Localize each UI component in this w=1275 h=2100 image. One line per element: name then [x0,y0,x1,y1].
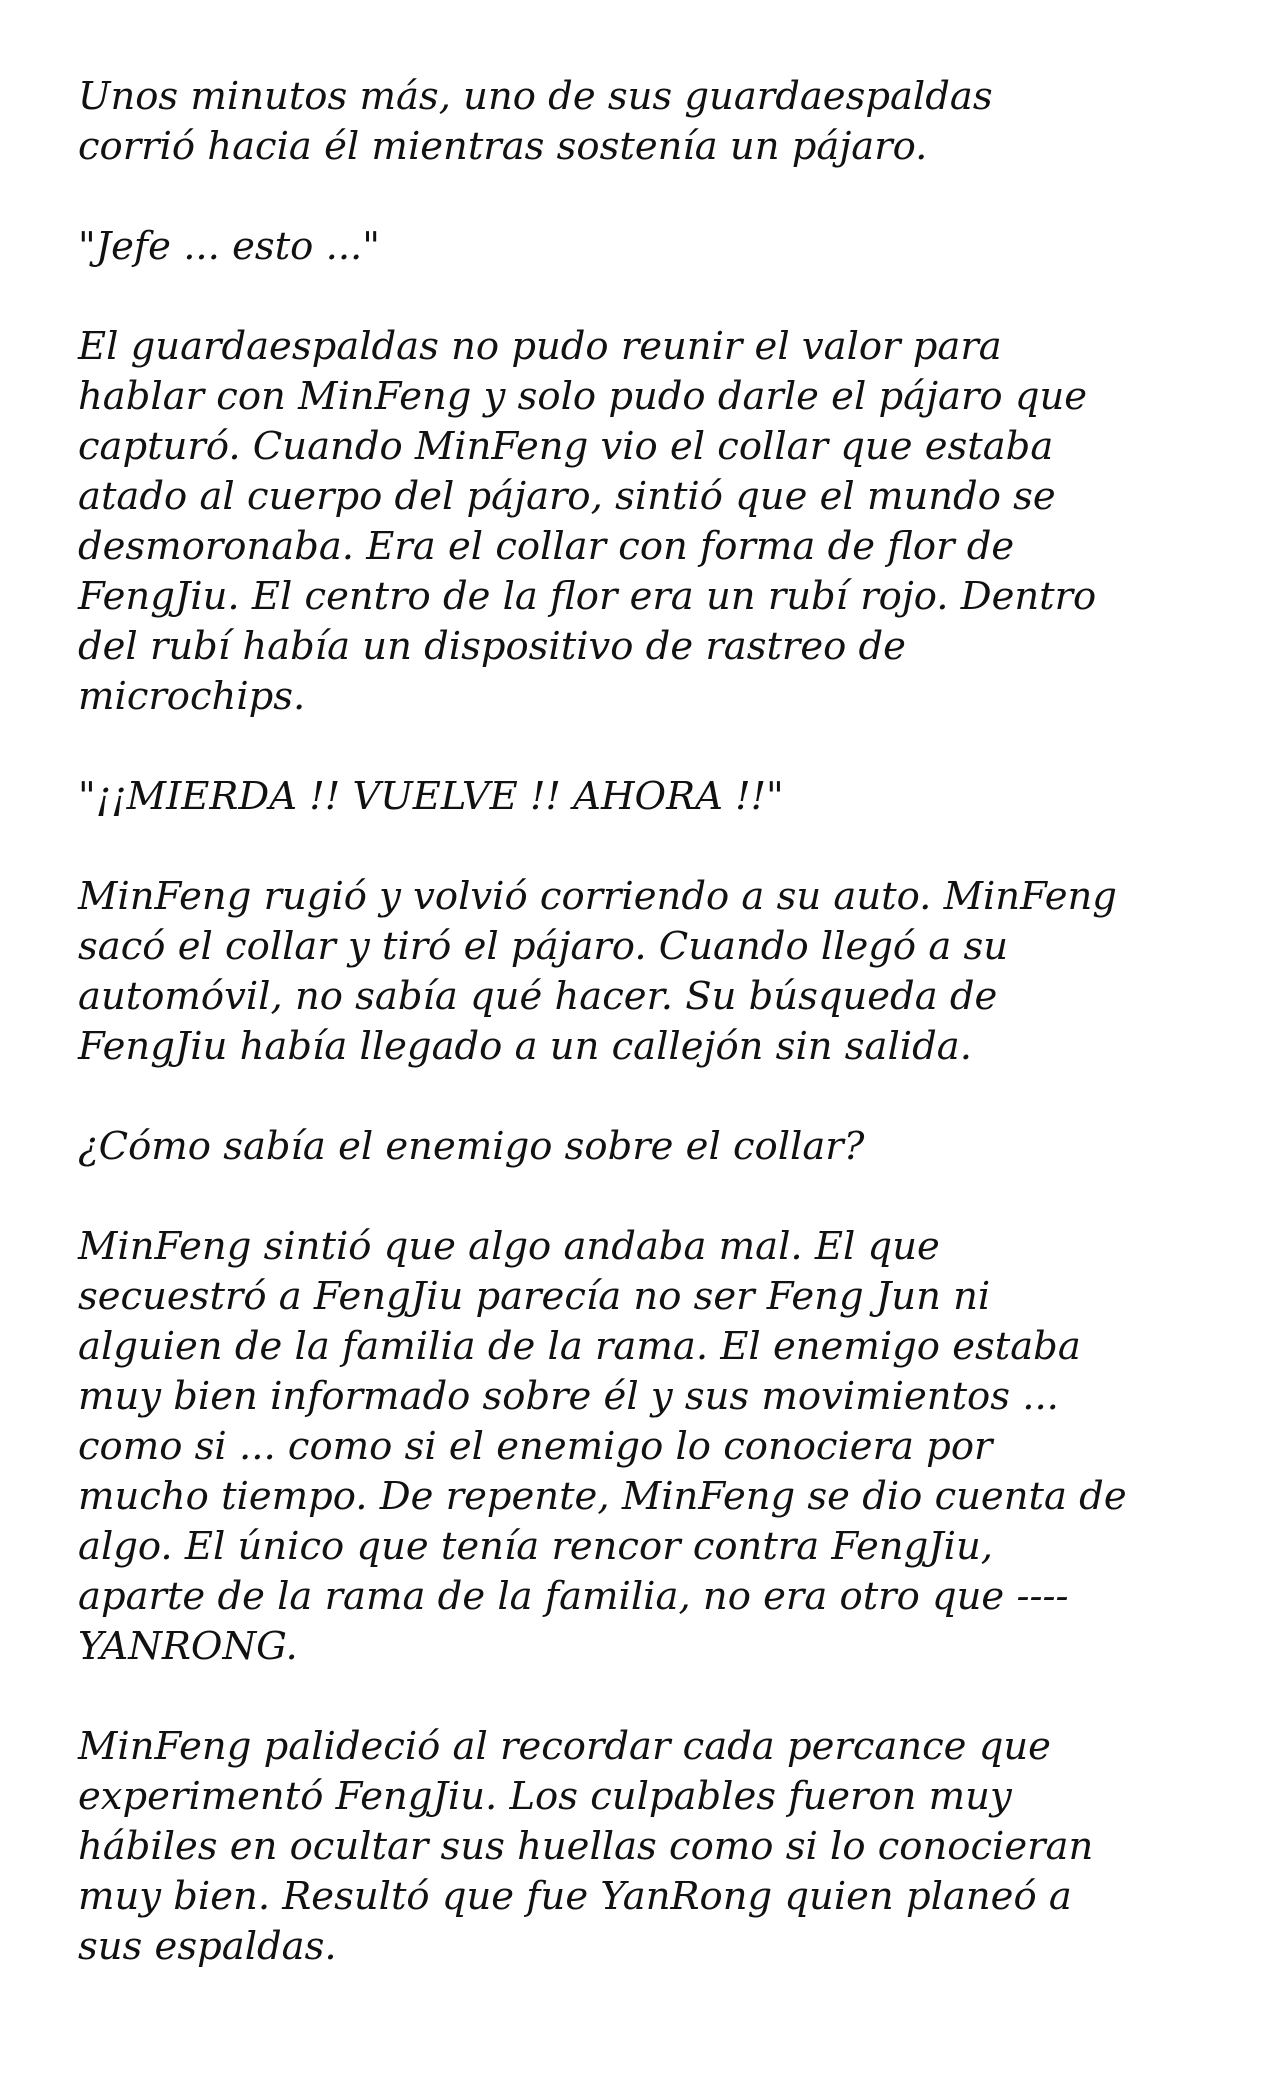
text-line: El guardaespaldas no pudo reunir el valor para [78,324,1002,369]
text-line: MinFeng sintió que algo andaba mal. El que [78,1224,940,1269]
text-line: MinFeng rugió y volvió corriendo a su auto. MinFeng [78,874,1117,919]
text-line: microchips. [78,674,306,719]
text-line: YANRONG. [78,1624,298,1669]
dialogue-line [78,222,1218,272]
text-line: Unos minutos más, uno de sus guardaespaldas [78,74,993,119]
text-line: "¡¡MIERDA !! VUELVE !! AHORA !!" [78,774,784,819]
text-line: alguien de la familia de la rama. El enemigo estaba [78,1324,1081,1369]
text-line: experimentó FengJiu. Los culpables fueron muy [78,1774,1012,1819]
text-line: hábiles en ocultar sus huellas como si lo conocieran [78,1824,1094,1869]
text-line: del rubí había un dispositivo de rastreo de [78,624,906,669]
text-line: "Jefe ... esto ..." [78,224,381,269]
paragraph [78,1722,1218,1972]
paragraph [78,322,1218,722]
paragraph [78,872,1218,1072]
text-line: muy bien. Resultó que fue YanRong quien planeó a [78,1874,1072,1919]
text-line: hablar con MinFeng y solo pudo darle el pájaro que [78,374,1088,419]
text-line: muy bien informado sobre él y sus movimientos ... [78,1374,1059,1419]
text-line: ¿Cómo sabía el enemigo sobre el collar? [78,1124,865,1169]
text-line: automóvil, no sabía qué hacer. Su búsqueda de [78,974,998,1019]
dialogue-line [78,772,1218,822]
paragraph [78,1222,1218,1672]
text-line: atado al cuerpo del pájaro, sintió que el mundo se [78,474,1056,519]
text-line: mucho tiempo. De repente, MinFeng se dio cuenta de [78,1474,1127,1519]
story-text [78,72,1218,1972]
text-line: como si ... como si el enemigo lo conociera por [78,1424,993,1469]
text-line: capturó. Cuando MinFeng vio el collar que estaba [78,424,1054,469]
text-line: MinFeng palideció al recordar cada percance que [78,1724,1051,1769]
text-line: sacó el collar y tiró el pájaro. Cuando llegó a su [78,924,1009,969]
paragraph [78,1122,1218,1172]
text-line: secuestró a FengJiu parecía no ser Feng Jun ni [78,1274,991,1319]
text-line: desmoronaba. Era el collar con forma de flor de [78,524,1015,569]
text-line: sus espaldas. [78,1924,337,1969]
text-line: algo. El único que tenía rencor contra FengJiu, [78,1524,994,1569]
text-line: FengJiu había llegado a un callejón sin salida. [78,1024,972,1069]
text-line: corrió hacia él mientras sostenía un pájaro. [78,124,928,169]
text-line: FengJiu. El centro de la flor era un rubí rojo. Dentro [78,574,1097,619]
text-line: aparte de la rama de la familia, no era otro que ---- [78,1574,1069,1619]
paragraph [78,72,1218,172]
